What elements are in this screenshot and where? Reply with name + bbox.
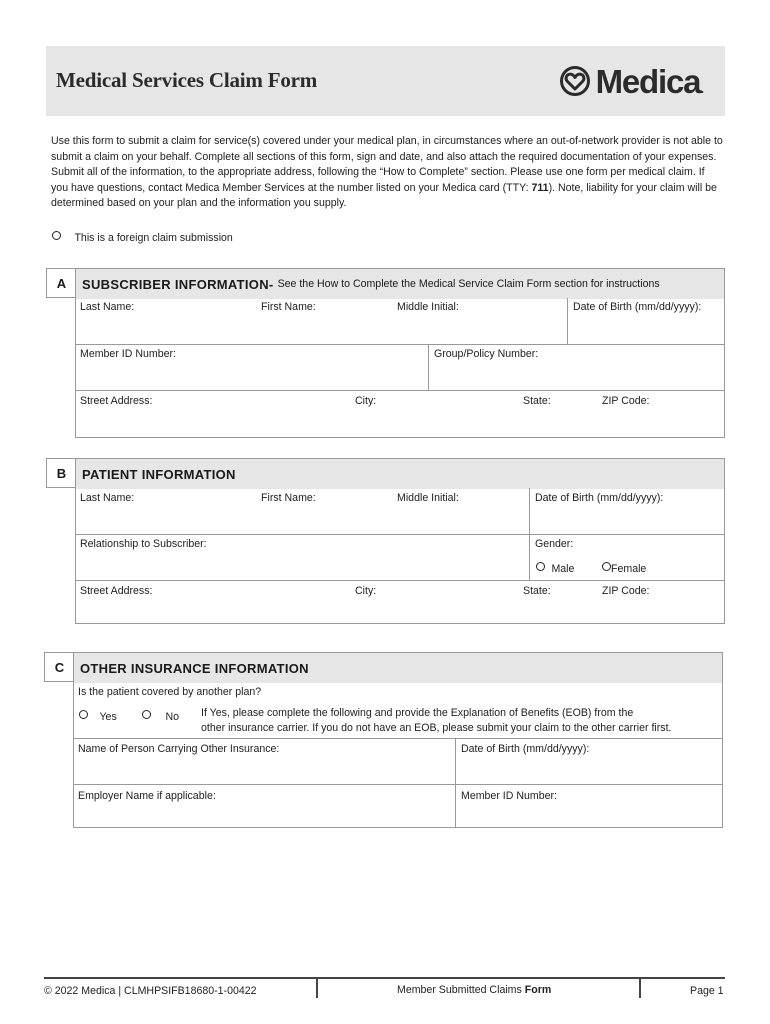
subscriber-first-name-field[interactable]: First Name: bbox=[261, 301, 316, 313]
divider bbox=[428, 344, 429, 390]
employer-name-field[interactable]: Employer Name if applicable: bbox=[78, 790, 216, 802]
subscriber-zip-field[interactable]: ZIP Code: bbox=[602, 395, 650, 407]
yes-label: Yes bbox=[99, 711, 117, 723]
patient-gender-label: Gender: bbox=[535, 538, 574, 550]
female-radio[interactable] bbox=[602, 562, 611, 571]
subscriber-last-name-field[interactable]: Last Name: bbox=[80, 301, 135, 313]
divider bbox=[529, 488, 530, 580]
section-c-title: OTHER INSURANCE INFORMATION bbox=[80, 660, 309, 676]
footer-form-name: Member Submitted Claims Form bbox=[397, 984, 552, 996]
other-insurance-dob-field[interactable]: Date of Birth (mm/dd/yyyy): bbox=[461, 743, 590, 755]
heart-in-circle-icon bbox=[558, 64, 592, 98]
footer-copyright: © 2022 Medica | CLMHPSIFB18680-1-00422 bbox=[44, 985, 257, 997]
foreign-claim-radio[interactable] bbox=[52, 231, 61, 240]
footer-separator bbox=[639, 978, 641, 998]
medica-logo bbox=[558, 62, 703, 100]
section-a-header: SUBSCRIBER INFORMATION - See the How to Complete the Medical Service Claim Form section for instructions bbox=[76, 269, 724, 299]
divider bbox=[567, 298, 568, 344]
other-plan-no-option[interactable] bbox=[142, 707, 179, 725]
section-b-letter: B bbox=[56, 465, 67, 481]
no-label: No bbox=[165, 711, 179, 723]
logo-wordmark: Medica. bbox=[595, 62, 703, 100]
divider bbox=[73, 784, 723, 785]
tty-number: 711 bbox=[531, 181, 549, 194]
patient-street-field[interactable]: Street Address: bbox=[80, 585, 153, 597]
foreign-claim-option[interactable] bbox=[52, 228, 233, 246]
divider bbox=[455, 738, 456, 828]
other-plan-instructions-line2: other insurance carrier. If you do not have an EOB, please submit your claim to the other carrier first. bbox=[201, 722, 672, 734]
male-radio[interactable] bbox=[536, 562, 545, 571]
gender-male-option[interactable] bbox=[536, 559, 574, 577]
page-title: Medical Services Claim Form bbox=[56, 68, 318, 92]
section-c-letter: C bbox=[54, 659, 65, 675]
section-c-header bbox=[74, 653, 722, 683]
subscriber-group-policy-field[interactable]: Group/Policy Number: bbox=[434, 348, 539, 360]
section-b-letter-box bbox=[46, 458, 76, 488]
section-b-header bbox=[76, 459, 724, 489]
section-a-subtitle: See the How to Complete the Medical Service Claim Form section for instructions bbox=[277, 278, 660, 290]
divider bbox=[75, 534, 725, 535]
yes-radio[interactable] bbox=[79, 710, 88, 719]
form-header bbox=[46, 46, 725, 116]
footer-page-number: Page 1 bbox=[690, 985, 724, 997]
section-b-title: PATIENT INFORMATION bbox=[82, 466, 236, 482]
patient-zip-field[interactable]: ZIP Code: bbox=[602, 585, 650, 597]
section-a-letter-box bbox=[46, 268, 76, 298]
subscriber-state-field[interactable]: State: bbox=[523, 395, 551, 407]
footer-rule bbox=[44, 977, 725, 979]
no-radio[interactable] bbox=[142, 710, 151, 719]
other-plan-yes-option[interactable] bbox=[79, 707, 117, 725]
other-insurance-name-field[interactable]: Name of Person Carrying Other Insurance: bbox=[78, 743, 280, 755]
subscriber-member-id-field[interactable]: Member ID Number: bbox=[80, 348, 176, 360]
divider bbox=[75, 580, 725, 581]
section-c-letter-box bbox=[44, 652, 74, 682]
male-label: Male bbox=[551, 563, 575, 575]
female-label: Female bbox=[611, 563, 647, 575]
patient-state-field[interactable]: State: bbox=[523, 585, 551, 597]
patient-city-field[interactable]: City: bbox=[355, 585, 377, 597]
footer-separator bbox=[316, 978, 318, 998]
divider bbox=[75, 344, 725, 345]
foreign-claim-label: This is a foreign claim submission bbox=[74, 232, 233, 244]
subscriber-dob-field[interactable]: Date of Birth (mm/dd/yyyy): bbox=[573, 301, 702, 313]
subscriber-city-field[interactable]: City: bbox=[355, 395, 377, 407]
patient-middle-initial-field[interactable]: Middle Initial: bbox=[397, 492, 459, 504]
other-insurance-member-id-field[interactable]: Member ID Number: bbox=[461, 790, 557, 802]
section-a-letter: A bbox=[56, 275, 67, 291]
intro-text: Use this form to submit a claim for service(s) covered under your medical plan, in circumstances where an out-of-network provider is not able to submit a claim on your behalf. Complete all sections of this form, sign and date, and also attach the required documentation of your expenses. Submit all of the information, to the appropriate address, following the “How to Complete” section. Please use one form per medical claim. If you have questions, contact Medica Member Services at the number listed on your Medica card (TTY: 711). Note, liability for your claim will be determined based on your plan and the information you supply. bbox=[51, 135, 723, 210]
patient-relationship-field[interactable]: Relationship to Subscriber: bbox=[80, 538, 207, 550]
patient-first-name-field[interactable]: First Name: bbox=[261, 492, 316, 504]
divider bbox=[75, 390, 725, 391]
patient-dob-field[interactable]: Date of Birth (mm/dd/yyyy): bbox=[535, 492, 664, 504]
subscriber-middle-initial-field[interactable]: Middle Initial: bbox=[397, 301, 459, 313]
gender-female-option[interactable] bbox=[602, 559, 646, 577]
divider bbox=[73, 738, 723, 739]
patient-last-name-field[interactable]: Last Name: bbox=[80, 492, 135, 504]
other-plan-instructions-line1: If Yes, please complete the following and provide the Explanation of Benefits (EOB) from the bbox=[201, 707, 634, 719]
section-a-title: SUBSCRIBER INFORMATION bbox=[82, 276, 269, 292]
subscriber-street-field[interactable]: Street Address: bbox=[80, 395, 153, 407]
other-plan-question: Is the patient covered by another plan? bbox=[78, 686, 262, 698]
